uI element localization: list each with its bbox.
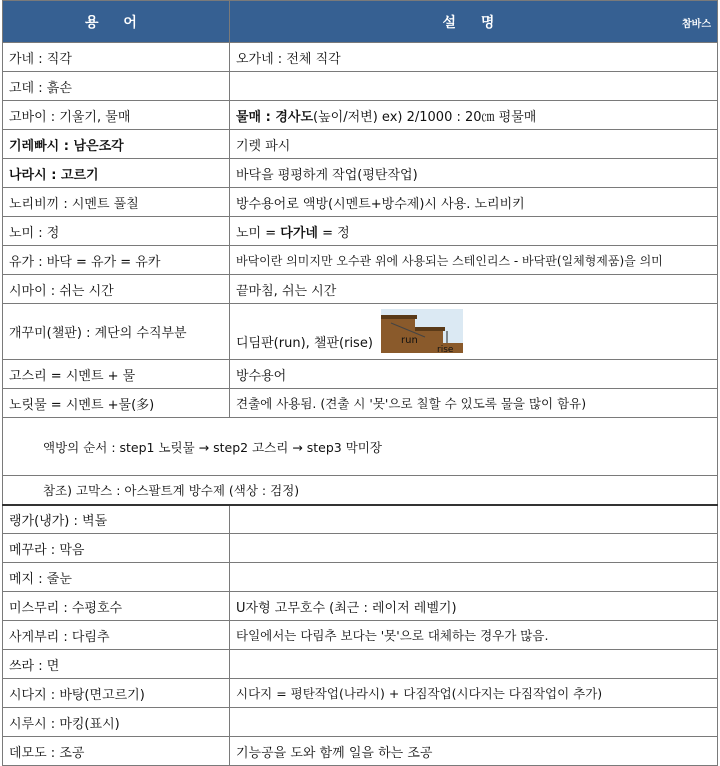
table-row — [3, 389, 718, 418]
term-cell: 기레빠시 : 남은조각 — [3, 130, 230, 159]
table-row — [3, 737, 718, 766]
desc-cell: 바닥을 평평하게 작업(평탄작업) — [230, 159, 718, 188]
note-cell: 참조) 고막스 : 아스팔트계 방수제 (색상 : 검정) — [3, 476, 718, 505]
desc-cell: U자형 고무호수 (최근 : 레이저 레벨기) — [230, 592, 718, 621]
table-row — [3, 246, 718, 275]
desc-bold: 물매 : 경사도 — [236, 109, 314, 125]
term-cell: 고스리 = 시멘트 + 물 — [3, 360, 230, 389]
desc-cell: 시다지 = 평탄작업(나라시) + 다짐작업(시다지는 다짐작업이 추가) — [230, 679, 718, 708]
table-row — [3, 130, 718, 159]
term-cell: 나라시 : 고르기 — [3, 159, 230, 188]
term-header-label: 용 어 — [85, 14, 147, 31]
table-row — [3, 275, 718, 304]
desc-bold: 다가네 — [280, 225, 318, 241]
desc-cell — [230, 72, 718, 101]
table-row — [3, 592, 718, 621]
desc-cell: 바닥이란 의미지만 오수관 위에 사용되는 스테인리스 - 바닥판(일체형제품)을 의미 — [230, 246, 718, 275]
run-label: run — [400, 335, 418, 346]
table-row — [3, 217, 718, 246]
note-row — [3, 476, 718, 505]
table-row — [3, 621, 718, 650]
desc-cell: 타일에서는 다림추 보다는 '못'으로 대체하는 경우가 많음. — [230, 621, 718, 650]
table-row — [3, 563, 718, 592]
table-row — [3, 72, 718, 101]
term-cell: 노리비끼 : 시멘트 풀칠 — [3, 188, 230, 217]
term-header — [3, 1, 230, 43]
term-cell: 가네 : 직각 — [3, 43, 230, 72]
table-row — [3, 534, 718, 563]
desc-cell: 방수용어로 액방(시멘트+방수제)시 사용. 노리비키 — [230, 188, 718, 217]
desc-cell — [230, 708, 718, 737]
term-cell: 고데 : 흙손 — [3, 72, 230, 101]
desc-text: 노미 = — [236, 225, 281, 241]
term-cell: 고바이 : 기울기, 물매 — [3, 101, 230, 130]
desc-cell — [230, 217, 718, 246]
header-row — [3, 1, 718, 43]
table-row — [3, 360, 718, 389]
desc-header — [230, 1, 718, 43]
desc-cell — [230, 563, 718, 592]
note-row — [3, 418, 718, 476]
term-cell: 시루시 : 마킹(표시) — [3, 708, 230, 737]
table-row — [3, 159, 718, 188]
desc-cell — [230, 650, 718, 679]
stair-diagram-image — [381, 309, 463, 353]
term-cell: 메지 : 줄눈 — [3, 563, 230, 592]
term-cell: 랭가(냉가) : 벽돌 — [3, 505, 230, 534]
table-row — [3, 304, 718, 360]
note-cell: 액방의 순서 : step1 노릿물 → step2 고스리 → step3 막미장 — [3, 418, 718, 476]
term-cell: 미스무리 : 수평호수 — [3, 592, 230, 621]
term-cell: 메꾸라 : 막음 — [3, 534, 230, 563]
rise-label: rise — [436, 345, 454, 353]
corner-label: 참바스 — [682, 19, 711, 30]
table-row — [3, 708, 718, 737]
desc-cell — [230, 505, 718, 534]
table-row — [3, 650, 718, 679]
table-row — [3, 188, 718, 217]
term-cell: 데모도 : 조공 — [3, 737, 230, 766]
desc-cell: 기능공을 도와 함께 일을 하는 조공 — [230, 737, 718, 766]
desc-cell — [230, 101, 718, 130]
term-cell: 시마이 : 쉬는 시간 — [3, 275, 230, 304]
glossary-table — [2, 0, 718, 766]
term-cell: 노릿물 = 시멘트 +물(多) — [3, 389, 230, 418]
desc-text: (높이/저변) ex) 2/1000 : 20㎝ 평물매 — [313, 109, 537, 125]
term-cell: 유가 : 바닥 = 유가 = 유카 — [3, 246, 230, 275]
desc-header-label: 설 명 — [442, 14, 505, 31]
desc-cell: 오가네 : 전체 직각 — [230, 43, 718, 72]
desc-cell: 방수용어 — [230, 360, 718, 389]
desc-cell — [230, 304, 718, 360]
table-row — [3, 101, 718, 130]
table-row — [3, 43, 718, 72]
glossary-sheet — [2, 0, 718, 766]
desc-cell: 끝마침, 쉬는 시간 — [230, 275, 718, 304]
term-cell: 쓰라 : 면 — [3, 650, 230, 679]
desc-cell: 견출에 사용됨. (견출 시 '못'으로 칠할 수 있도록 물을 많이 함유) — [230, 389, 718, 418]
term-cell: 시다지 : 바탕(면고르기) — [3, 679, 230, 708]
desc-cell: 기렛 파시 — [230, 130, 718, 159]
term-cell: 노미 : 정 — [3, 217, 230, 246]
desc-text: = 정 — [317, 225, 350, 241]
term-cell: 사게부리 : 다림추 — [3, 621, 230, 650]
term-cell: 개꾸미(챌판) : 계단의 수직부분 — [3, 304, 230, 360]
table-row — [3, 505, 718, 534]
desc-text: 디딤판(run), 챌판(rise) — [236, 336, 373, 351]
table-row — [3, 679, 718, 708]
desc-cell — [230, 534, 718, 563]
